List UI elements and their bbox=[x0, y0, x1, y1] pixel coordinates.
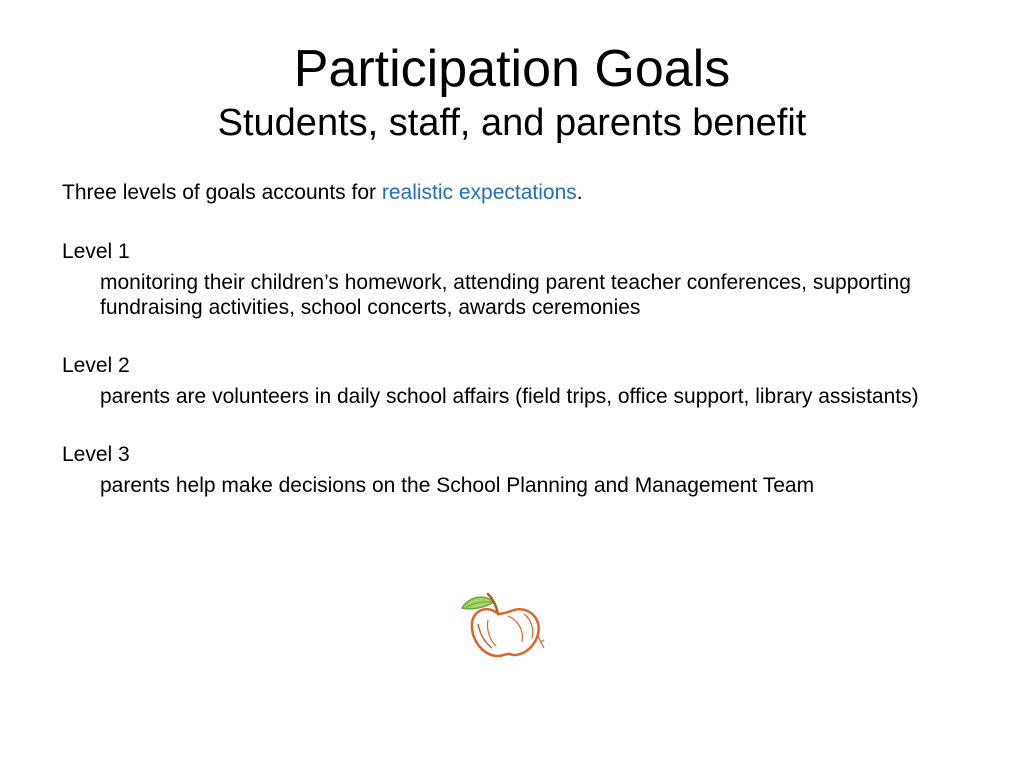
level-1-label: Level 1 bbox=[62, 240, 130, 263]
level-3-label: Level 3 bbox=[62, 443, 130, 466]
slide-body bbox=[62, 180, 982, 498]
realistic-expectations-link[interactable]: realistic expectations bbox=[381, 181, 577, 204]
slide-title: Participation Goals bbox=[293, 40, 731, 98]
level-3-section bbox=[62, 442, 982, 498]
level-1-text: monitoring their children’s homework, attending parent teacher conferences, supporting fundraising activities, school concerts, awards ceremonies bbox=[100, 271, 911, 319]
level-3-text: parents help make decisions on the School Planning and Management Team bbox=[100, 474, 815, 497]
intro-text: Three levels of goals accounts for bbox=[62, 181, 382, 204]
intro-paragraph bbox=[62, 180, 982, 205]
level-2-text: parents are volunteers in daily school affairs (field trips, office support, library assistants) bbox=[100, 385, 919, 408]
intro-period: . bbox=[576, 181, 583, 204]
level-1-section bbox=[62, 239, 982, 320]
apple-icon bbox=[458, 590, 548, 662]
slide-subtitle: Students, staff, and parents benefit bbox=[217, 102, 807, 144]
level-2-label: Level 2 bbox=[62, 354, 130, 377]
title-block bbox=[0, 40, 1024, 146]
level-2-section bbox=[62, 353, 982, 409]
apple-body bbox=[472, 609, 539, 656]
